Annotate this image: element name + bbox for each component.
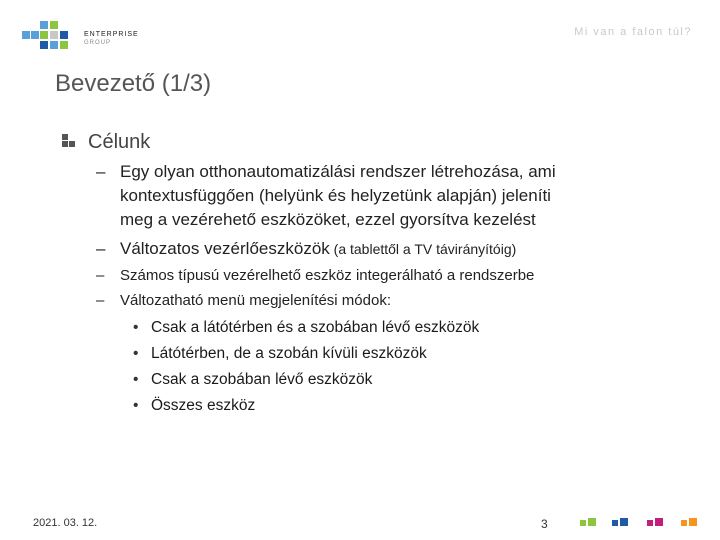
logo-square: [22, 31, 30, 39]
logo-square: [50, 41, 58, 49]
footer-blue-mark: [612, 518, 630, 528]
logo-line-1: ENTERPRISE: [84, 31, 139, 38]
item-line: Számos típusú vezérelhető eszköz integerálható a rendszerbe: [120, 267, 535, 284]
logo-square: [40, 31, 48, 39]
footer-date: 2021. 03. 12.: [33, 517, 98, 529]
heading-bullet-icon: [62, 134, 78, 152]
dash-marker: –: [96, 239, 106, 258]
logo-square: [60, 31, 68, 39]
footer-orange-mark: [681, 518, 699, 528]
item-line: Egy olyan otthonautomatizálási rendszer létrehozása, ami: [120, 162, 556, 181]
item-line: meg a vezérehető eszközöket, ezzel gyorsítva kezelést: [120, 210, 536, 229]
slide-title: Bevezető (1/3): [55, 70, 212, 97]
sub-bullet-text: Összes eszköz: [151, 397, 256, 414]
page-number: 3: [541, 517, 548, 531]
company-logo: [18, 18, 138, 52]
logo-square: [50, 21, 58, 29]
dash-marker: –: [96, 162, 106, 181]
item-suffix-text: (a tablettől a TV távirányítóig): [329, 241, 517, 257]
bullet-marker: •: [133, 345, 139, 362]
dash-marker: –: [96, 292, 105, 309]
heading-row: [62, 131, 150, 154]
item-line: Változatható menü megjelenítési módok:: [120, 292, 391, 309]
dash-marker: –: [96, 267, 105, 284]
sub-bullet-item: [133, 316, 479, 340]
sub-bullet-item: [133, 394, 255, 418]
logo-square: [60, 41, 68, 49]
logo-line-2: GROUP: [84, 40, 112, 46]
logo-square: [50, 31, 58, 39]
bullet-marker: •: [133, 397, 139, 414]
heading-text: Célunk: [88, 131, 151, 153]
item-line: kontextusfüggően (helyünk és helyzetünk alapján) jeleníti: [120, 186, 551, 205]
logo-square: [40, 41, 48, 49]
sub-bullet-text: Csak a látótérben és a szobában lévő eszközök: [151, 319, 480, 336]
footer-magenta-mark: [647, 518, 665, 528]
sub-bullet-text: Csak a szobában lévő eszközök: [151, 371, 373, 388]
logo-square: [31, 31, 39, 39]
sub-bullet-item: [133, 342, 427, 366]
sub-bullet-item: [133, 368, 372, 392]
tagline: Mi van a falon túl?: [574, 26, 692, 38]
footer-green-mark: [580, 518, 598, 528]
logo-square: [40, 21, 48, 29]
bullet-marker: •: [133, 319, 139, 336]
bullet-marker: •: [133, 371, 139, 388]
logo-wordmark: [84, 30, 139, 48]
sub-bullet-text: Látótérben, de a szobán kívüli eszközök: [151, 345, 427, 362]
item-line: [120, 237, 516, 261]
item-main-text: Változatos vezérlőeszközök: [120, 239, 330, 258]
